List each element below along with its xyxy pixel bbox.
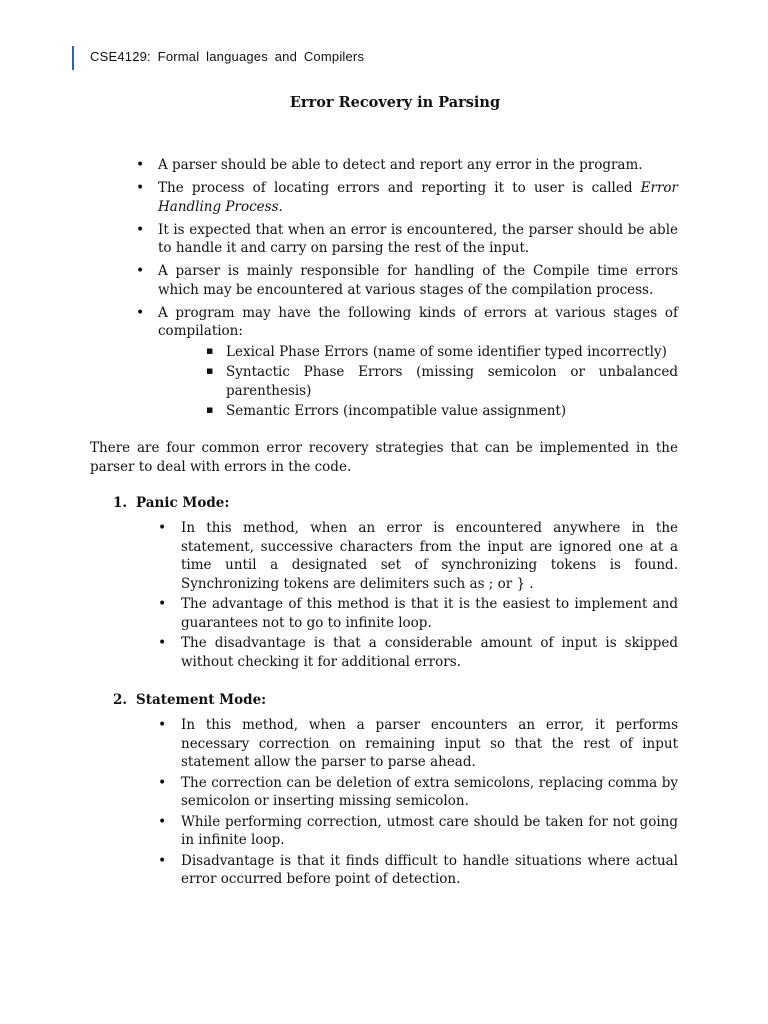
section-number: 1.: [113, 495, 128, 511]
page-title: Error Recovery in Parsing: [289, 94, 501, 111]
strategies-intro: There are four common error recovery strategies that can be implemented in the parser to deal with errors in the code.: [90, 440, 678, 475]
bullet-text: A program may have the following kinds of errors at various stages of compilation:: [158, 304, 678, 339]
error-kinds-list: [206, 343, 678, 421]
list-item: • Disadvantage is that it finds difficult to handle situations where actual error occurred before point of detection.: [160, 852, 678, 889]
intro-bullet-list: [138, 156, 678, 425]
list-item: [138, 179, 678, 216]
section-heading: [113, 494, 229, 513]
list-item: • While performing correction, utmost care should be taken for not going in infinite loop.: [160, 813, 678, 850]
section-heading: [113, 691, 266, 710]
section-title: Statement Mode:: [136, 692, 267, 708]
list-item: • A parser is mainly responsible for handling of the Compile time errors which may be encountered at various stages of the compilation process.: [138, 262, 678, 299]
list-item: ▪ Lexical Phase Errors (name of some identifier typed incorrectly): [206, 343, 678, 362]
list-item: ▪ Semantic Errors (incompatible value assignment): [206, 402, 678, 421]
section-bullet-list: [160, 519, 678, 673]
list-item: • It is expected that when an error is encountered, the parser should be able to handle it and carry on parsing the rest of the input.: [138, 221, 678, 258]
list-item: [138, 304, 678, 421]
section-title: Panic Mode:: [136, 495, 230, 511]
list-item: ▪ Syntactic Phase Errors (missing semicolon or unbalanced parenthesis): [206, 363, 678, 400]
list-item: • The correction can be deletion of extra semicolons, replacing comma by semicolon or inserting missing semicolon.: [160, 774, 678, 811]
bullet-text: The process of locating errors and reporting it to user is called: [158, 180, 641, 196]
list-item: • The advantage of this method is that it is the easiest to implement and guarantees not to go to infinite loop.: [160, 595, 678, 632]
list-item: • The disadvantage is that a considerable amount of input is skipped without checking it for additional errors.: [160, 634, 678, 671]
header-rule: [72, 46, 74, 70]
course-header: CSE4129: Formal languages and Compilers: [90, 49, 365, 64]
list-item: • In this method, when a parser encounters an error, it performs necessary correction on remaining input so that the rest of input statement allow the parser to parse ahead.: [160, 716, 678, 772]
emphasized-term: Error Handling Process.: [158, 180, 678, 215]
list-item: • In this method, when an error is encountered anywhere in the statement, successive characters from the input are ignored one at a time until a designated set of synchronizing tokens is found. Synchronizing tokens are delimiters such as ; or } .: [160, 519, 678, 593]
section-number: 2.: [113, 692, 128, 708]
list-item: • A parser should be able to detect and report any error in the program.: [138, 156, 678, 175]
section-bullet-list: [160, 716, 678, 891]
